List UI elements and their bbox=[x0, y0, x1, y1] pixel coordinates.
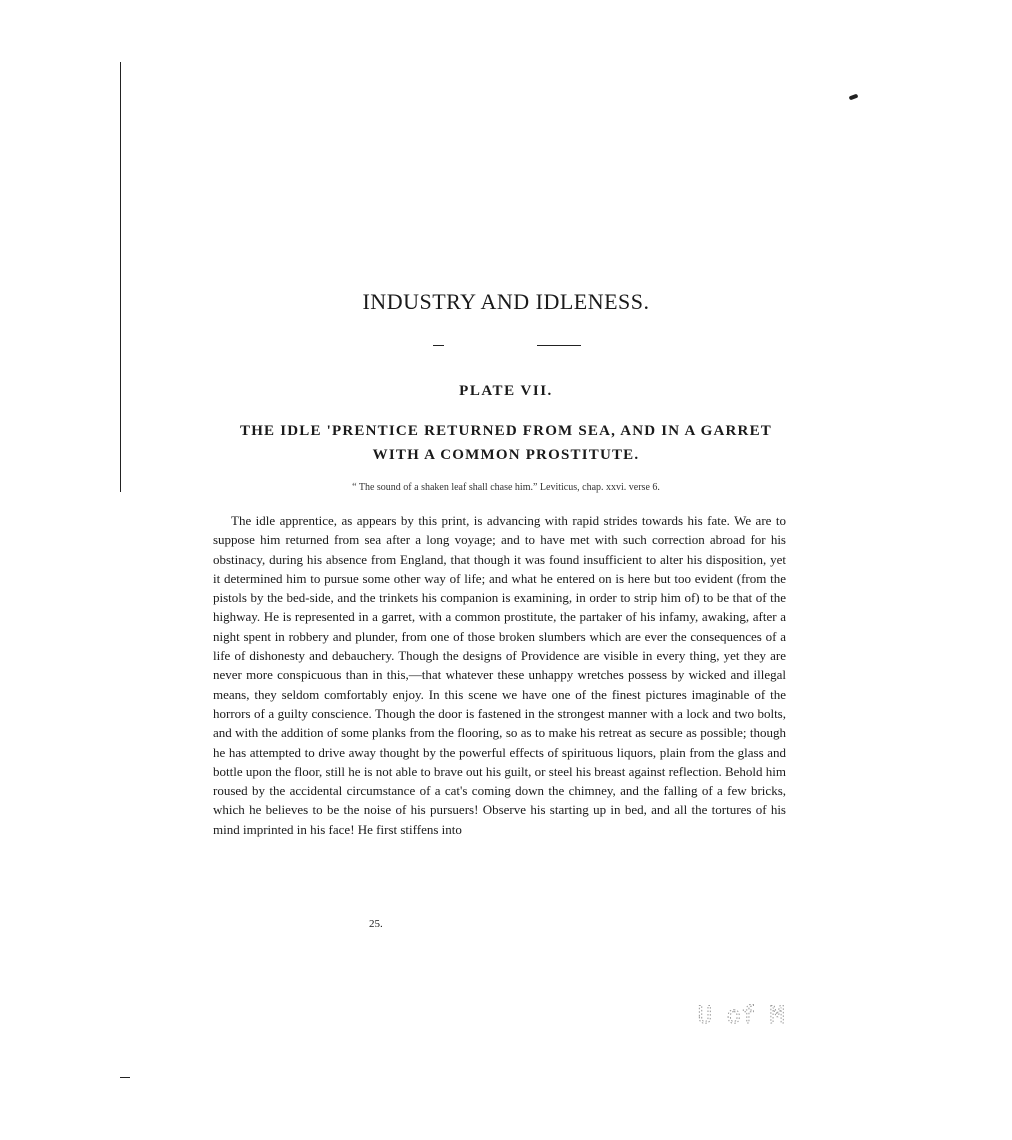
body-paragraph: The idle apprentice, as appears by this print, is advancing with rapid strides towards his fate. We are to suppose him returned from sea after a long voyage; and to have met with such correction abroad for his obstinacy, during his absence from England, that though it was found insufficient to alter his disposition, yet it determined him to pursue some other way of life; and what he entered on is here but too evident (from the pistols by the bed-side, and the trinkets his companion is examining, in order to strip him of) to be that of the highway. He is represented in a garret, with a common prostitute, the partaker of his infamy, awaking, after a night spent in robbery and plunder, from one of those broken slumbers which are ever the consequences of a life of dishonesty and debauchery. Though the designs of Providence are visible in every thing, yet they are never more conspicuous than in this,—that whatever these unhappy wretches possess by wicked and illegal means, they seldom comfortably enjoy. In this scene we have one of the finest pictures imaginable of the horrors of a guilty conscience. Though the door is fastened in the strongest manner with a lock and two bolts, and with the addition of some planks from the flooring, so as to make his retreat as secure as possible; though he has attempted to drive away thought by the powerful effects of spirituous liquors, plain from the glass and bottle upon the floor, still he is not able to brave out his guilt, or steel his breast against reflection. Behold him roused by the accidental circumstance of a cat's coming down the chimney, and the falling of a few bricks, which he believes to be the noise of his pursuers! Observe his starting up in bed, and all the tortures of his mind imprinted in his face! He first stiffens into bbox=[213, 513, 786, 837]
title-divider-long bbox=[537, 345, 581, 346]
title-divider-short bbox=[433, 345, 444, 346]
folio-number: 25. bbox=[369, 918, 383, 930]
margin-dash bbox=[120, 1077, 130, 1078]
stamp-text: U of M bbox=[697, 1001, 785, 1029]
page-title: INDUSTRY AND IDLENESS. bbox=[362, 289, 650, 314]
plate-subtitle: THE IDLE 'PRENTICE RETURNED FROM SEA, AND IN A GARRET WITH A COMMON PROSTITUTE. bbox=[239, 423, 772, 463]
epigraph: “ The sound of a shaken leaf shall chase him.” Leviticus, chap. xxvi. verse 6. bbox=[352, 482, 660, 493]
margin-rule bbox=[120, 62, 121, 492]
library-stamp bbox=[697, 1001, 785, 1029]
ink-mark bbox=[849, 94, 859, 101]
plate-number: PLATE VII. bbox=[459, 383, 553, 399]
